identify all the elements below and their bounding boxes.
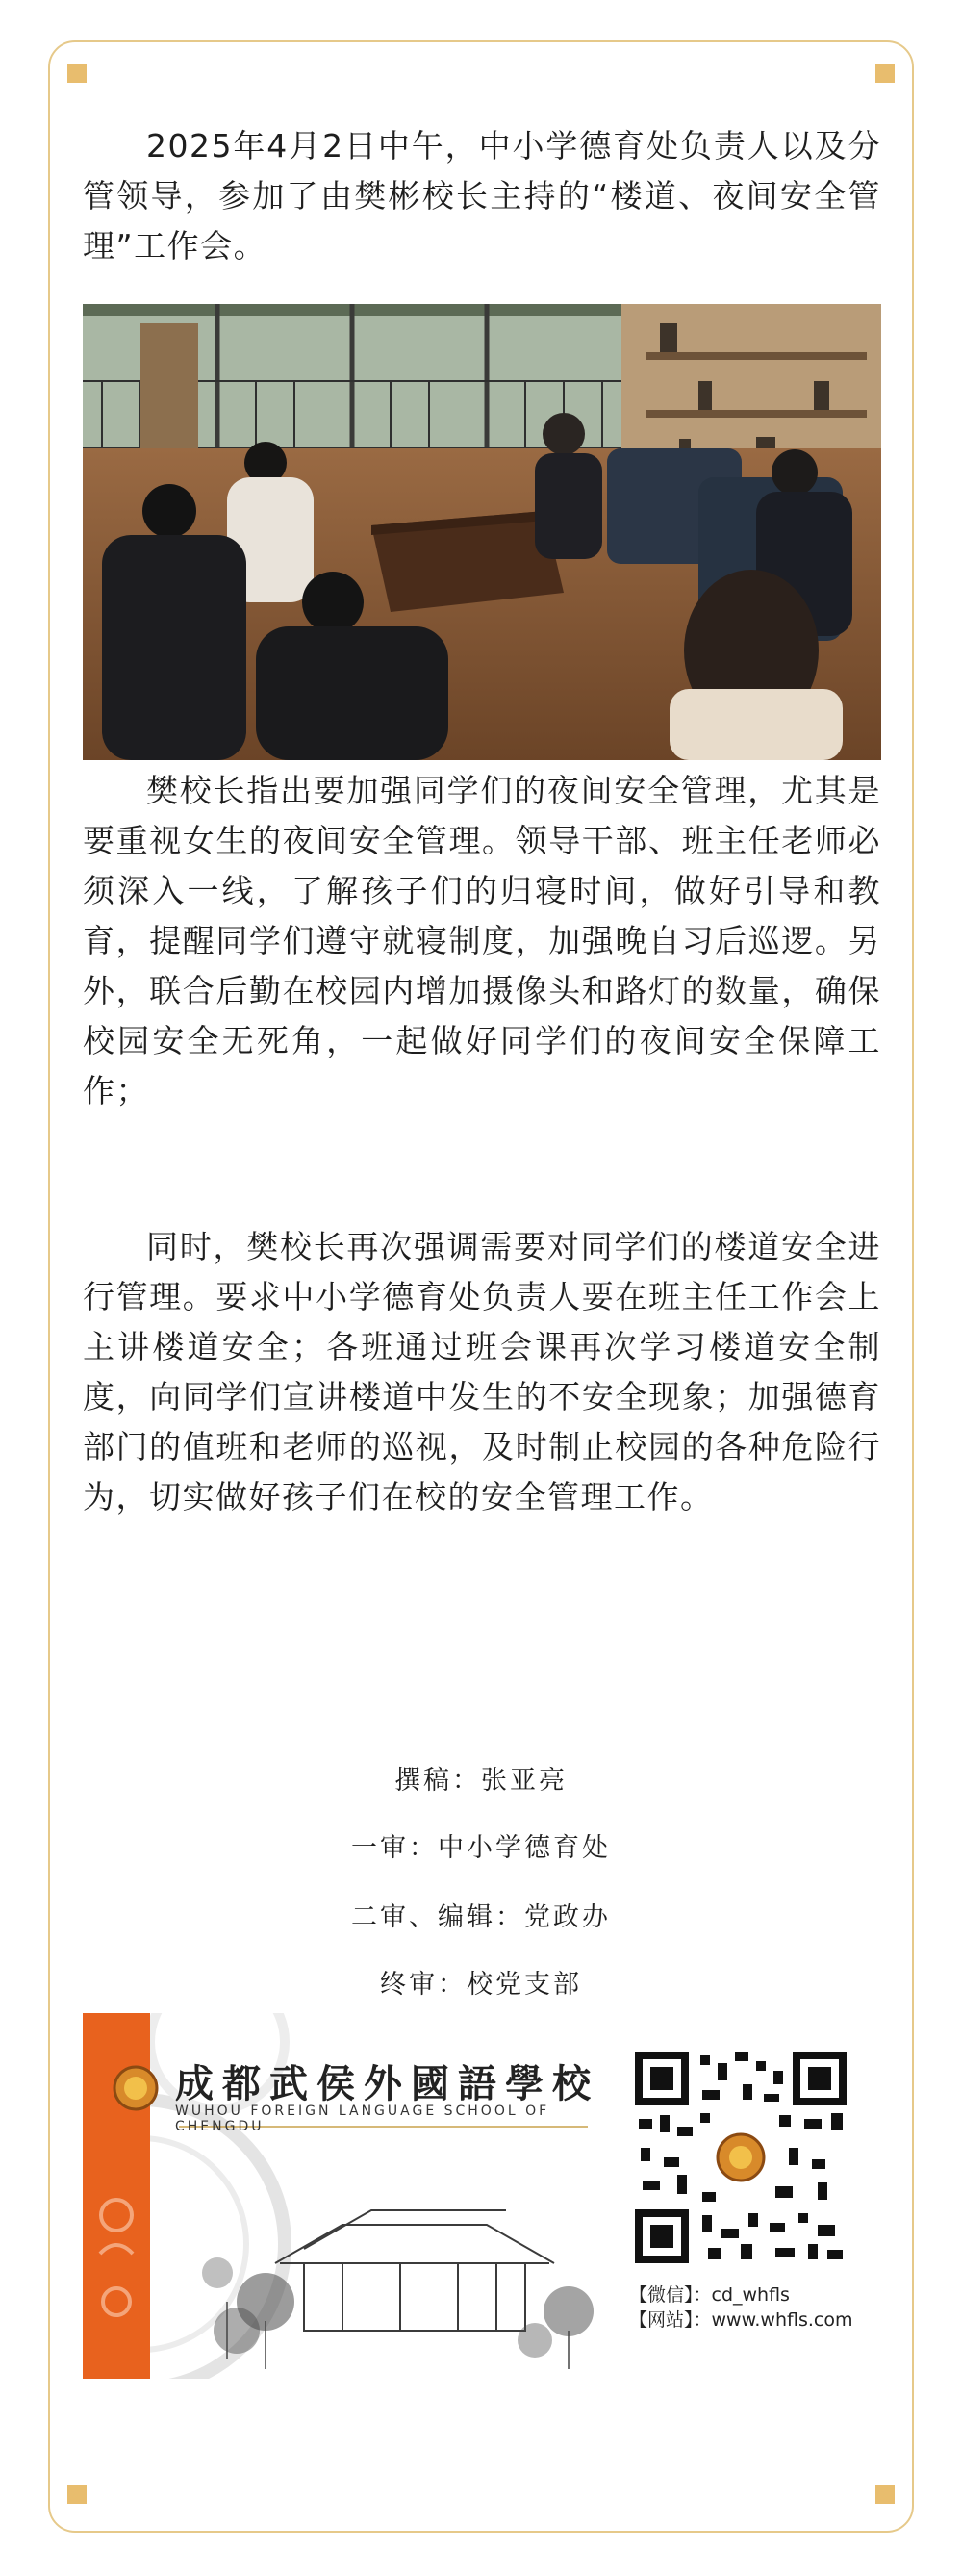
credit-second-review: 二审、编辑：党政办 <box>351 1902 611 1932</box>
credit-author: 撰稿：张亚亮 <box>394 1766 568 1796</box>
corner-ornament <box>67 64 87 83</box>
meeting-photo <box>83 304 881 760</box>
article-paragraph-3: 同时，樊校长再次强调需要对同学们的楼道安全进行管理。要求中小学德育处负责人要在班主任工作会上主讲楼道安全；各班通过班会课再次学习楼道安全制度，向同学们宣讲楼道中发生的不安全现象；加强德育部门的值班和老师的巡视，及时制止校园的各种危险行为，切实做好孩子们在校的安全管理工作。 <box>83 1228 881 1516</box>
school-name-cn: 成都武侯外國語學校 <box>175 2061 599 2106</box>
school-name-en: WUHOU FOREIGN LANGUAGE SCHOOL OF CHENGDU <box>175 2104 550 2134</box>
credit-first-review: 一审：中小学德育处 <box>351 1833 611 1863</box>
wechat-contact: 【微信】：cd_whfls <box>629 2284 790 2306</box>
corner-ornament <box>67 2485 87 2504</box>
article-paragraph-2: 樊校长指出要加强同学们的夜间安全管理，尤其是要重视女生的夜间安全管理。领导干部、班主任老师必须深入一线，了解孩子们的归寝时间，做好引导和教育，提醒同学们遵守就寝制度，加强晚自习后巡逻。另外，联合后勤在校园内增加摄像头和路灯的数量，确保校园安全无死角，一起做好同学们的夜间安全保障工作； <box>83 772 881 1109</box>
article-paragraph-1: 2025年4月2日中午，中小学德育处负责人以及分管领导，参加了由樊彬校长主持的“楼道、夜间安全管理”工作会。 <box>83 127 881 265</box>
school-illustration <box>83 2013 621 2379</box>
corner-ornament <box>875 64 895 83</box>
credit-final-review: 终审：校党支部 <box>380 1970 582 2000</box>
qr-code <box>635 2052 847 2263</box>
school-banner <box>83 2013 881 2379</box>
corner-ornament <box>875 2485 895 2504</box>
website-contact: 【网站】：www.whfls.com <box>629 2309 853 2331</box>
